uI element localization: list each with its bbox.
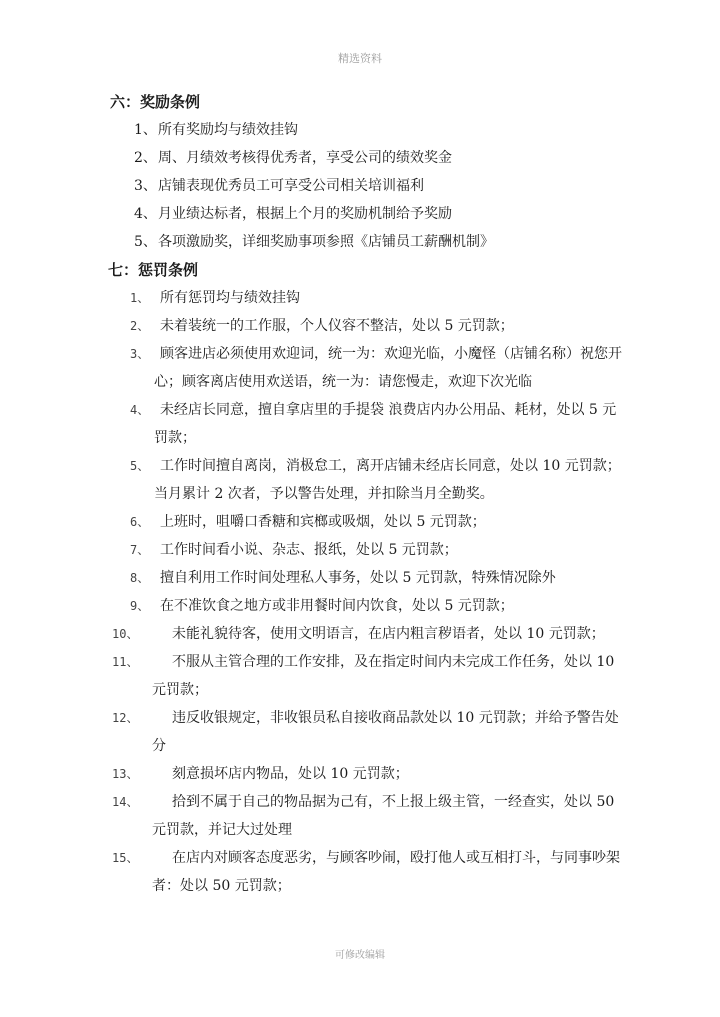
rule-number: 4、	[134, 206, 157, 222]
reward-rules	[108, 116, 628, 256]
rule-number: 2、	[130, 319, 150, 333]
penalty-rules	[108, 284, 628, 620]
rule-text: 未着装统一的工作服，个人仪容不整洁，处以 5 元罚款；	[160, 318, 514, 334]
rule-text: 周、月绩效考核得优秀者，享受公司的绩效奖金	[158, 150, 452, 166]
rule-text: 工作时间看小说、杂志、报纸，处以 5 元罚款；	[160, 542, 458, 558]
rule-number: 6、	[130, 515, 150, 529]
list-item	[108, 508, 628, 536]
rule-text: 擅自利用工作时间处理私人事务，处以 5 元罚款，特殊情况除外	[160, 570, 556, 586]
rule-text: 拾到不属于自己的物品据为己有，不上报上级主管，一经查实，处以 50 元罚款，并记大过处理	[152, 794, 615, 838]
rule-number: 3、	[134, 178, 157, 194]
document-body	[108, 88, 628, 900]
rule-text: 顾客进店必须使用欢迎词，统一为：欢迎光临，小魔怪（店铺名称）祝您开心；顾客离店使用欢送语，统一为：请您慢走，欢迎下次光临	[154, 346, 622, 390]
list-item	[108, 564, 628, 592]
rule-text: 不服从主管合理的工作安排，及在指定时间内未完成工作任务，处以 10 元罚款；	[152, 654, 615, 698]
list-item	[108, 788, 628, 844]
rule-number: 10、	[112, 627, 139, 641]
penalty-section	[108, 256, 628, 900]
rule-number: 4、	[130, 403, 150, 417]
rule-text: 未经店长同意，擅自拿店里的手提袋 浪费店内办公用品、耗材，处以 5 元罚款；	[154, 402, 617, 446]
rule-text: 未能礼貌待客，使用文明语言，在店内粗言秽语者，处以 10 元罚款；	[172, 626, 605, 642]
list-item	[108, 340, 628, 396]
list-item	[108, 312, 628, 340]
list-item	[108, 144, 628, 172]
list-item	[108, 592, 628, 620]
rule-number: 7、	[130, 543, 150, 557]
list-item	[108, 116, 628, 144]
list-item	[108, 172, 628, 200]
penalty-section-title: 七：惩罚条例	[108, 261, 199, 279]
list-item	[108, 396, 628, 452]
list-item	[108, 704, 628, 760]
list-item	[108, 452, 628, 508]
rule-text: 违反收银规定，非收银员私自接收商品款处以 10 元罚款；并给予警告处分	[152, 710, 619, 754]
rule-number: 14、	[112, 795, 139, 809]
rule-number: 5、	[134, 234, 157, 250]
rule-text: 所有惩罚均与绩效挂钩	[160, 290, 300, 306]
rule-text: 工作时间擅自离岗，消极怠工，离开店铺未经店长同意，处以 10 元罚款；当月累计 2 次者，予以警告处理，并扣除当月全勤奖。	[154, 458, 621, 502]
rule-number: 13、	[112, 767, 139, 781]
rule-number: 8、	[130, 571, 150, 585]
list-item	[108, 844, 628, 900]
rule-text: 在不准饮食之地方或非用餐时间内饮食，处以 5 元罚款；	[160, 598, 514, 614]
rule-text: 月业绩达标者，根据上个月的奖励机制给予奖励	[158, 206, 452, 222]
list-item	[108, 200, 628, 228]
rule-number: 15、	[112, 851, 139, 865]
rule-text: 各项激励奖，详细奖励事项参照《店铺员工薪酬机制》	[158, 234, 494, 250]
page-header: 精选资料	[338, 52, 382, 65]
rule-number: 3、	[130, 347, 150, 361]
page-footer: 可修改编辑	[335, 950, 385, 961]
reward-section	[108, 88, 628, 256]
list-item	[108, 760, 628, 788]
rule-text: 所有奖励均与绩效挂钩	[158, 122, 298, 138]
list-item	[108, 648, 628, 704]
rule-number: 2、	[134, 150, 157, 166]
list-item	[108, 536, 628, 564]
rule-number: 11、	[112, 655, 139, 669]
reward-section-title: 六：奖励条例	[110, 93, 201, 111]
rule-number: 5、	[130, 459, 150, 473]
rule-number: 1、	[134, 122, 157, 138]
penalty-rules-continued	[108, 620, 628, 900]
rule-number: 9、	[130, 599, 150, 613]
rule-text: 刻意损坏店内物品，处以 10 元罚款；	[172, 766, 409, 782]
rule-text: 在店内对顾客态度恶劣，与顾客吵闹，殴打他人或互相打斗，与同事吵架者：处以 50 元罚款；	[152, 850, 620, 894]
rule-text: 店铺表现优秀员工可享受公司相关培训福利	[158, 178, 424, 194]
rule-text: 上班时，咀嚼口香糖和宾榔或吸烟，处以 5 元罚款；	[160, 514, 486, 530]
rule-number: 12、	[112, 711, 139, 725]
rule-number: 1、	[130, 291, 150, 305]
list-item	[108, 284, 628, 312]
list-item	[108, 228, 628, 256]
list-item	[108, 620, 628, 648]
